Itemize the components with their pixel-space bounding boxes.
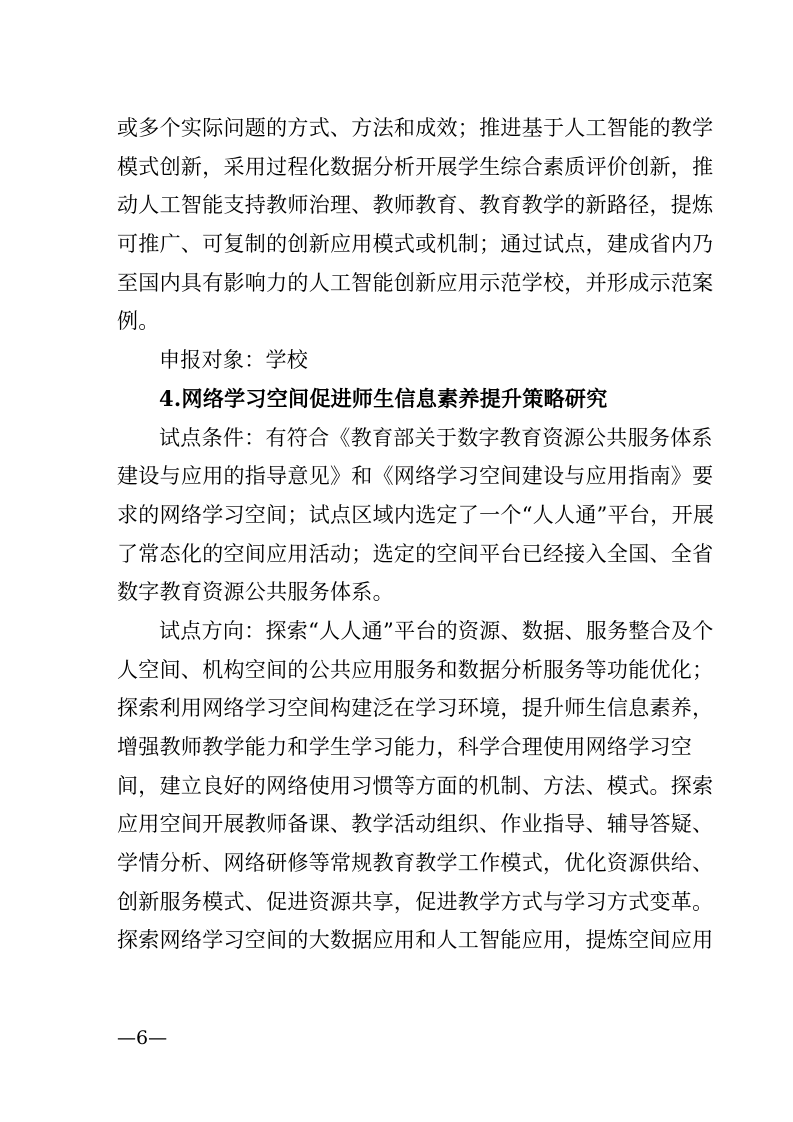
text-line: 探索利用网络学习空间构建泛在学习环境，提升师生信息素养， (117, 696, 714, 721)
section-heading: 4.网络学习空间促进师生信息素养提升策略研究 (159, 385, 608, 411)
text-line: 建设与应用的指导意见》和《网络学习空间建设与应用指南》要 (117, 464, 714, 489)
text-line: 至国内具有影响力的人工智能创新应用示范学校，并形成示范案 (117, 270, 714, 295)
text-line: 例。 (117, 309, 160, 334)
text-line: 试点条件：有符合《教育部关于数字教育资源公共服务体系 (159, 425, 713, 450)
text-line: 模式创新，采用过程化数据分析开展学生综合素质评价创新，推 (117, 154, 714, 179)
text-line: 学情分析、网络研修等常规教育教学工作模式，优化资源供给、 (117, 851, 714, 876)
body-text (117, 109, 715, 960)
applicant-line: 申报对象：学校 (159, 348, 309, 373)
text-line: 数字教育资源公共服务体系。 (117, 580, 394, 605)
text-line: 了常态化的空间应用活动；选定的空间平台已经接入全国、全省 (117, 541, 714, 566)
text-line: 或多个实际问题的方式、方法和成效；推进基于人工智能的教学 (117, 116, 714, 140)
text-line: 探索网络学习空间的大数据应用和人工智能应用，提炼空间应用 (117, 928, 714, 953)
text-line: 间，建立良好的网络使用习惯等方面的机制、方法、模式。探索 (117, 773, 714, 798)
page-number: —6— (117, 1027, 168, 1049)
text-line: 试点方向：探索“人人通”平台的资源、数据、服务整合及个 (159, 618, 714, 643)
text-line: 人空间、机构空间的公共应用服务和数据分析服务等功能优化； (117, 657, 714, 682)
text-line: 应用空间开展教师备课、教学活动组织、作业指导、辅导答疑、 (117, 812, 714, 837)
text-line: 动人工智能支持教师治理、教师教育、教育教学的新路径，提炼 (117, 193, 714, 218)
text-line: 可推广、可复制的创新应用模式或机制；通过试点，建成省内乃 (117, 232, 714, 257)
text-line: 求的网络学习空间；试点区域内选定了一个“人人通”平台，开展 (117, 502, 715, 527)
text-line: 增强教师教学能力和学生学习能力，科学合理使用网络学习空 (117, 735, 693, 759)
text-line: 创新服务模式、促进资源共享，促进教学方式与学习方式变革。 (117, 889, 714, 914)
